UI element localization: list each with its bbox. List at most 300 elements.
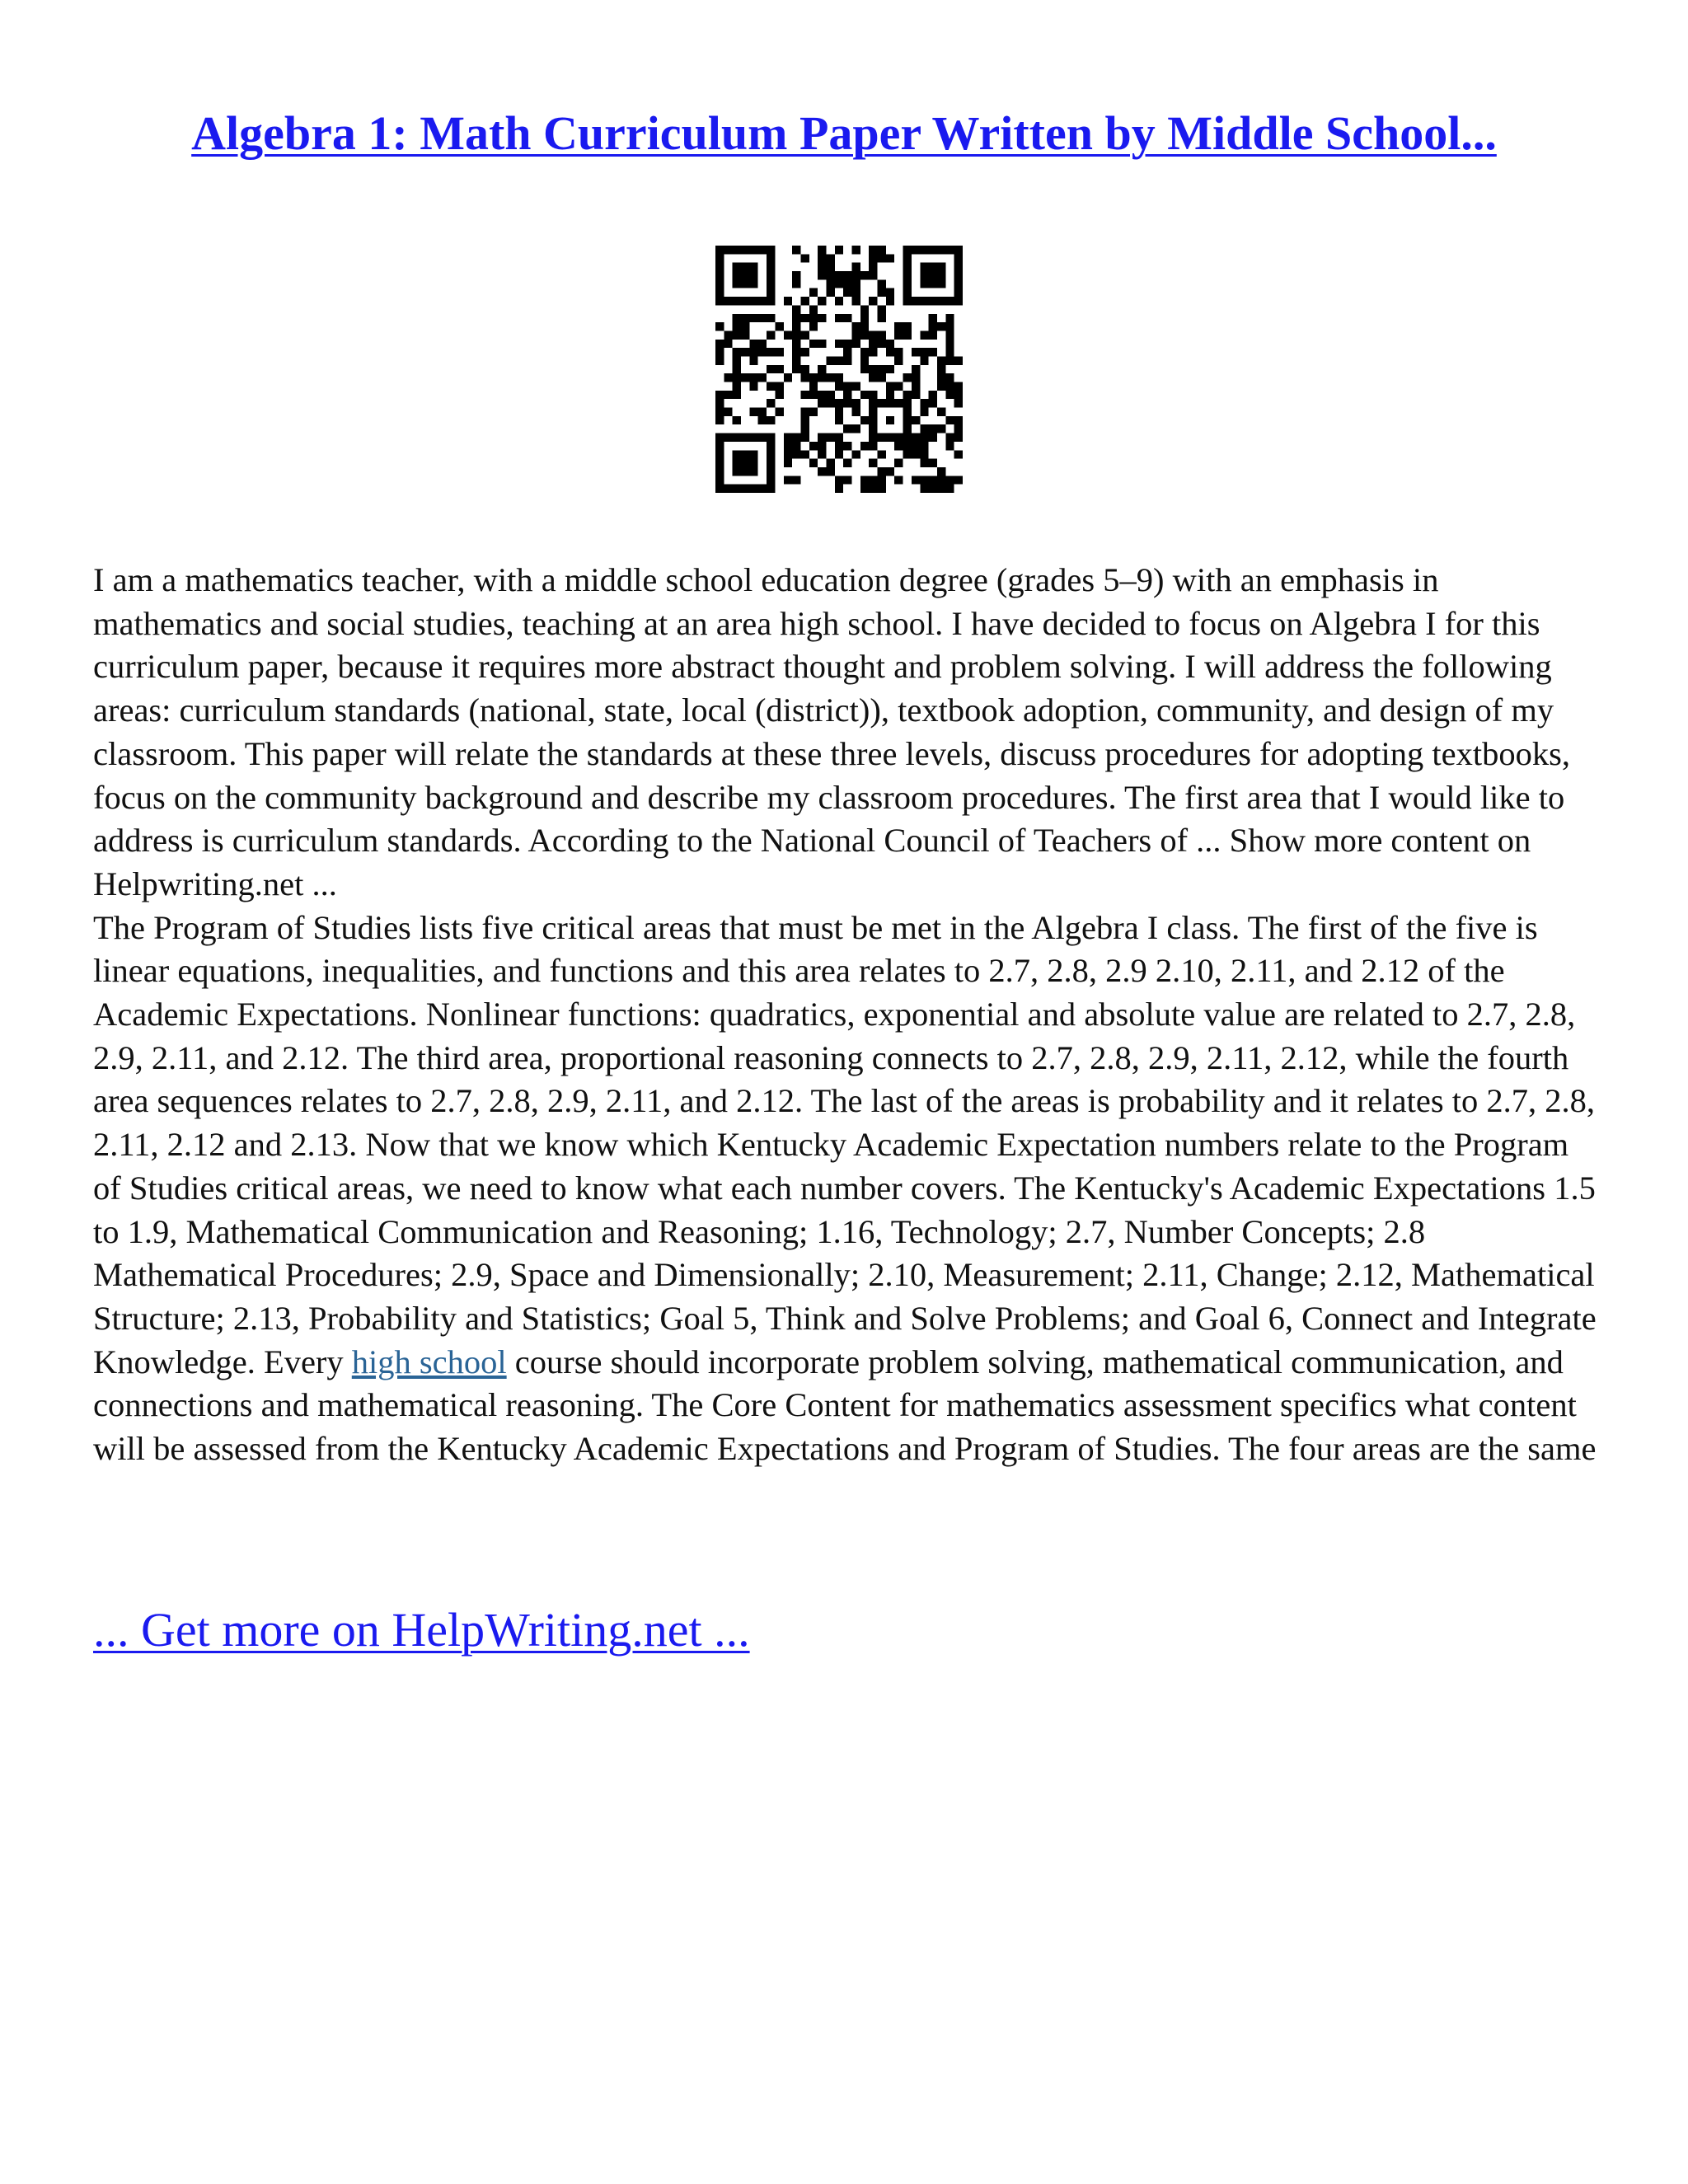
qr-module xyxy=(937,356,945,364)
qr-module xyxy=(869,246,877,254)
qr-module xyxy=(792,330,800,339)
qr-module xyxy=(954,424,963,433)
qr-module xyxy=(843,382,851,391)
qr-module xyxy=(878,373,886,382)
document-title xyxy=(0,107,1688,160)
qr-module xyxy=(852,424,860,433)
qr-module xyxy=(843,356,851,364)
qr-module xyxy=(852,322,860,330)
qr-module xyxy=(954,391,963,399)
qr-module xyxy=(741,450,749,458)
qr-module xyxy=(826,467,834,476)
qr-module xyxy=(724,330,732,339)
qr-module xyxy=(733,271,741,279)
qr-module xyxy=(767,459,775,467)
qr-module xyxy=(741,279,749,288)
qr-module xyxy=(912,442,920,450)
qr-module xyxy=(912,416,920,424)
qr-module xyxy=(818,246,826,254)
qr-module xyxy=(869,348,877,356)
qr-module xyxy=(749,263,757,271)
qr-module xyxy=(886,416,894,424)
qr-module xyxy=(767,330,775,339)
qr-module xyxy=(800,365,809,373)
qr-module xyxy=(920,279,928,288)
qr-module xyxy=(715,348,724,356)
qr-module xyxy=(809,322,818,330)
qr-module xyxy=(818,314,826,322)
qr-module xyxy=(724,373,732,382)
qr-module xyxy=(733,373,741,382)
qr-module xyxy=(903,330,912,339)
qr-module xyxy=(869,476,877,484)
qr-module xyxy=(724,408,732,416)
qr-module xyxy=(715,459,724,467)
qr-module xyxy=(937,476,945,484)
qr-module xyxy=(715,279,724,288)
qr-module xyxy=(869,399,877,407)
qr-module xyxy=(733,279,741,288)
qr-module xyxy=(775,322,783,330)
qr-module xyxy=(758,297,767,305)
qr-module xyxy=(929,399,937,407)
qr-module xyxy=(945,434,954,442)
qr-module xyxy=(724,297,732,305)
get-more-link[interactable]: ... Get more on HelpWriting.net ... xyxy=(93,1603,750,1657)
qr-module xyxy=(835,373,843,382)
qr-module xyxy=(775,382,783,391)
qr-module xyxy=(920,476,928,484)
qr-module xyxy=(878,330,886,339)
qr-module xyxy=(920,356,928,364)
qr-module xyxy=(878,254,886,262)
qr-module xyxy=(758,348,767,356)
qr-module xyxy=(869,271,877,279)
qr-module xyxy=(852,382,860,391)
qr-module xyxy=(903,322,912,330)
qr-module xyxy=(749,373,757,382)
qr-module xyxy=(715,391,724,399)
qr-module xyxy=(767,416,775,424)
qr-module xyxy=(733,348,741,356)
qr-module xyxy=(860,322,869,330)
qr-module xyxy=(733,314,741,322)
qr-module xyxy=(903,391,912,399)
qr-module xyxy=(749,246,757,254)
qr-module xyxy=(929,424,937,433)
qr-module xyxy=(954,382,963,391)
qr-module xyxy=(945,442,954,450)
qr-module xyxy=(733,459,741,467)
qr-module xyxy=(818,450,826,458)
qr-module xyxy=(800,297,809,305)
qr-module xyxy=(749,279,757,288)
qr-module xyxy=(767,254,775,262)
qr-module xyxy=(894,476,903,484)
qr-module xyxy=(767,271,775,279)
qr-module xyxy=(869,365,877,373)
qr-module xyxy=(835,271,843,279)
qr-module xyxy=(835,442,843,450)
qr-module xyxy=(903,416,912,424)
qr-module xyxy=(869,408,877,416)
qr-module xyxy=(767,246,775,254)
qr-module xyxy=(903,450,912,458)
qr-module xyxy=(903,254,912,262)
qr-module xyxy=(758,340,767,348)
qr-module xyxy=(929,348,937,356)
qr-module xyxy=(741,314,749,322)
qr-module xyxy=(733,450,741,458)
qr-module xyxy=(886,297,894,305)
qr-module xyxy=(775,391,783,399)
qr-module xyxy=(937,373,945,382)
qr-module xyxy=(800,373,809,382)
qr-module xyxy=(715,485,724,493)
qr-module xyxy=(724,340,732,348)
qr-module xyxy=(749,297,757,305)
qr-module xyxy=(733,485,741,493)
qr-module xyxy=(715,399,724,407)
qr-module xyxy=(860,391,869,399)
qr-module xyxy=(929,459,937,467)
qr-module xyxy=(937,322,945,330)
qr-module xyxy=(945,382,954,391)
qr-module xyxy=(724,246,732,254)
qr-module xyxy=(894,348,903,356)
qr-module xyxy=(809,314,818,322)
qr-module xyxy=(749,382,757,391)
qr-module xyxy=(715,416,724,424)
qr-module xyxy=(749,485,757,493)
qr-module xyxy=(878,434,886,442)
qr-module xyxy=(929,314,937,322)
qr-module xyxy=(733,416,741,424)
qr-module xyxy=(860,348,869,356)
qr-module xyxy=(809,288,818,297)
qr-module xyxy=(912,382,920,391)
qr-module xyxy=(767,467,775,476)
qr-module xyxy=(809,382,818,391)
qr-module xyxy=(894,330,903,339)
qr-module xyxy=(843,314,851,322)
qr-module xyxy=(869,459,877,467)
qr-module xyxy=(912,365,920,373)
qr-module xyxy=(784,442,792,450)
qr-module xyxy=(818,391,826,399)
qr-module xyxy=(758,373,767,382)
qr-module xyxy=(733,322,741,330)
qr-module xyxy=(826,254,834,262)
qr-module xyxy=(792,356,800,364)
qr-module xyxy=(937,297,945,305)
qr-module xyxy=(792,246,800,254)
qr-module xyxy=(878,365,886,373)
qr-module xyxy=(835,485,843,493)
qr-module xyxy=(715,322,724,330)
qr-module xyxy=(758,408,767,416)
qr-module xyxy=(800,434,809,442)
qr-module xyxy=(818,254,826,262)
qr-module xyxy=(758,434,767,442)
qr-module xyxy=(715,434,724,442)
paragraph-1: I am a mathematics teacher, with a middle school education degree (grades 5–9) with an emphasis in mathematics and social studies, teaching at an area high school. I have decided to focus on Algebra I for this curriculum paper, because it requires more abstract thought and problem solving. I will address the following areas: curriculum standards (national, state, local (district)), textbook adoption, community, and design of my classroom. This paper will relate the standards at these three levels, discuss procedures for adopting textbooks, focus on the community background and describe my classroom procedures. The first area that I would like to address is curriculum standards. According to the National Council of Teachers of ... Show more content on Helpwriting.net ... xyxy=(93,561,1571,902)
qr-module xyxy=(809,373,818,382)
qr-module xyxy=(860,476,869,484)
qr-module xyxy=(741,459,749,467)
qr-module xyxy=(903,442,912,450)
qr-module xyxy=(749,459,757,467)
qr-module xyxy=(878,288,886,297)
qr-module xyxy=(818,467,826,476)
qr-module xyxy=(869,442,877,450)
qr-module xyxy=(878,305,886,313)
qr-module xyxy=(818,373,826,382)
qr-module xyxy=(775,365,783,373)
qr-module xyxy=(886,434,894,442)
qr-module xyxy=(835,408,843,416)
qr-module xyxy=(912,348,920,356)
qr-module xyxy=(767,288,775,297)
qr-module xyxy=(903,246,912,254)
qr-module xyxy=(835,382,843,391)
qr-module xyxy=(758,314,767,322)
qr-module xyxy=(715,254,724,262)
qr-module xyxy=(749,314,757,322)
get-more-link-container xyxy=(93,1604,750,1657)
qr-module xyxy=(920,330,928,339)
qr-module xyxy=(741,297,749,305)
qr-module xyxy=(869,391,877,399)
paragraph-2-text-start: The Program of Studies lists five critical areas that must be met in the Algebra I class. The first of the five is linear equations, inequalities, and functions and this area relates to 2.7, 2.8, 2.9 2.10, 2.11, and 2.12 of the Academic Expectations. Nonlinear functions: quadratics, exponential and absolute value are related to 2.7, 2.8, 2.9, 2.11, and 2.12. The third area, proportional reasoning connects to 2.7, 2.8, 2.9, 2.11, 2.12, while the fourth area sequences relates to 2.7, 2.8, 2.9, 2.11, and 2.12. The last of the areas is probability and it relates to 2.7, 2.8, 2.11, 2.12 and 2.13. Now that we know which Kentucky Academic Expectation numbers relate to the Program of Studies critical areas, we need to know what each number covers. The Kentucky's Academic Expectations 1.5 to 1.9, Mathematical Communication and Reasoning; 1.16, Technology; 2.7, Number Concepts; 2.8 Mathematical Procedures; 2.9, Space and Dimensionally; 2.10, Measurement; 2.11, Change; 2.12, Mathematical Structure; 2.13, Probability and Statistics; Goal 5, Think and Solve Problems; and Goal 6, Connect and Integrate Knowledge. Every xyxy=(93,908,1597,1380)
qr-module xyxy=(937,424,945,433)
qr-module xyxy=(826,399,834,407)
qr-module xyxy=(715,263,724,271)
qr-module xyxy=(954,254,963,262)
qr-module xyxy=(886,288,894,297)
qr-module xyxy=(903,434,912,442)
qr-module xyxy=(920,348,928,356)
qr-module xyxy=(843,442,851,450)
qr-module xyxy=(724,485,732,493)
qr-module xyxy=(792,434,800,442)
qr-module xyxy=(800,424,809,433)
qr-module xyxy=(920,434,928,442)
qr-module xyxy=(886,391,894,399)
qr-module xyxy=(878,476,886,484)
qr-module xyxy=(894,382,903,391)
qr-module xyxy=(784,450,792,458)
high-school-link[interactable]: high school xyxy=(351,1343,507,1380)
qr-module xyxy=(852,288,860,297)
qr-module xyxy=(767,348,775,356)
qr-module xyxy=(929,330,937,339)
qr-module xyxy=(843,476,851,484)
qr-module xyxy=(860,305,869,313)
qr-module xyxy=(715,356,724,364)
qr-module xyxy=(715,476,724,484)
qr-module xyxy=(733,467,741,476)
qr-module xyxy=(937,263,945,271)
qr-module xyxy=(937,467,945,476)
qr-module xyxy=(903,399,912,407)
qr-module xyxy=(945,322,954,330)
qr-module xyxy=(945,373,954,382)
qr-module xyxy=(733,246,741,254)
qr-module xyxy=(758,246,767,254)
qr-module xyxy=(826,288,834,297)
qr-module xyxy=(937,271,945,279)
qr-module xyxy=(912,246,920,254)
qr-module xyxy=(749,348,757,356)
qr-module xyxy=(800,408,809,416)
qr-module xyxy=(767,263,775,271)
qr-module xyxy=(886,467,894,476)
qr-module xyxy=(749,356,757,364)
qr-module xyxy=(886,254,894,262)
qr-module xyxy=(800,330,809,339)
qr-module xyxy=(920,246,928,254)
qr-module xyxy=(869,416,877,424)
qr-module xyxy=(920,459,928,467)
qr-module xyxy=(954,476,963,484)
qr-module xyxy=(835,340,843,348)
qr-module xyxy=(741,434,749,442)
qr-module xyxy=(826,434,834,442)
qr-module xyxy=(715,288,724,297)
qr-module xyxy=(792,271,800,279)
qr-module xyxy=(886,348,894,356)
qr-module xyxy=(920,424,928,433)
qr-module xyxy=(954,271,963,279)
qr-module xyxy=(758,416,767,424)
qr-module xyxy=(784,459,792,467)
qr-module xyxy=(835,450,843,458)
qr-module xyxy=(945,356,954,364)
qr-module xyxy=(818,271,826,279)
qr-module xyxy=(843,424,851,433)
qr-module xyxy=(920,450,928,458)
qr-module xyxy=(749,450,757,458)
qr-module xyxy=(903,373,912,382)
qr-module xyxy=(860,365,869,373)
qr-module xyxy=(784,476,792,484)
qr-module xyxy=(920,408,928,416)
qr-module xyxy=(741,485,749,493)
qr-module xyxy=(945,314,954,322)
qr-module xyxy=(869,297,877,305)
qr-module xyxy=(852,399,860,407)
qr-module xyxy=(912,373,920,382)
qr-module xyxy=(809,391,818,399)
qr-module xyxy=(792,314,800,322)
qr-module xyxy=(741,330,749,339)
paragraph-2-text-end: course should incorporate problem solving, mathematical communication, and connections and mathematical reasoning. The Core Content for mathematics assessment specifics what content will be assessed from the Kentucky Academic Expectations and Program of Studies. The four areas are the same xyxy=(93,1343,1597,1468)
qr-module xyxy=(929,271,937,279)
qr-module xyxy=(869,254,877,262)
qr-module xyxy=(784,373,792,382)
qr-module xyxy=(929,246,937,254)
qr-module xyxy=(912,434,920,442)
qr-module xyxy=(852,408,860,416)
qr-module xyxy=(843,399,851,407)
qr-module xyxy=(800,254,809,262)
qr-module xyxy=(937,246,945,254)
qr-module xyxy=(835,314,843,322)
qr-module xyxy=(784,297,792,305)
qr-module xyxy=(878,314,886,322)
qr-module xyxy=(733,263,741,271)
qr-module xyxy=(741,373,749,382)
qr-module xyxy=(843,288,851,297)
qr-module xyxy=(929,391,937,399)
qr-module xyxy=(792,305,800,313)
qr-module xyxy=(800,450,809,458)
qr-module xyxy=(945,348,954,356)
qr-module xyxy=(835,279,843,288)
qr-module xyxy=(724,434,732,442)
qr-module xyxy=(749,408,757,416)
qr-module xyxy=(860,271,869,279)
qr-module xyxy=(733,382,741,391)
qr-module xyxy=(792,442,800,450)
qr-module xyxy=(767,399,775,407)
qr-module xyxy=(767,485,775,493)
qr-module xyxy=(954,279,963,288)
qr-module xyxy=(878,340,886,348)
qr-module xyxy=(767,434,775,442)
qr-module xyxy=(954,450,963,458)
qr-module xyxy=(852,450,860,458)
qr-module xyxy=(869,424,877,433)
qr-module xyxy=(792,365,800,373)
qr-module xyxy=(852,279,860,288)
qr-module xyxy=(800,314,809,322)
qr-module xyxy=(715,450,724,458)
qr-module xyxy=(741,322,749,330)
qr-module xyxy=(903,297,912,305)
qr-module xyxy=(912,391,920,399)
qr-module xyxy=(945,246,954,254)
qr-module xyxy=(852,246,860,254)
qr-module xyxy=(886,382,894,391)
qr-module xyxy=(912,476,920,484)
qr-module xyxy=(818,297,826,305)
qr-module xyxy=(809,305,818,313)
qr-module xyxy=(929,476,937,484)
qr-module xyxy=(920,297,928,305)
qr-module xyxy=(878,467,886,476)
qr-module xyxy=(843,348,851,356)
qr-module xyxy=(886,340,894,348)
qr-module xyxy=(835,476,843,484)
qr-module xyxy=(903,279,912,288)
qr-module xyxy=(792,348,800,356)
qr-module xyxy=(954,246,963,254)
qr-module xyxy=(800,416,809,424)
qr-module xyxy=(878,246,886,254)
qr-module xyxy=(843,340,851,348)
qr-module xyxy=(741,348,749,356)
qr-code-graphic xyxy=(715,246,963,493)
qr-module xyxy=(775,348,783,356)
qr-module xyxy=(886,365,894,373)
qr-module xyxy=(835,399,843,407)
qr-module xyxy=(818,340,826,348)
qr-module xyxy=(937,279,945,288)
qr-module xyxy=(869,340,877,348)
title-link[interactable]: Algebra 1: Math Curriculum Paper Written by Middle School... xyxy=(191,106,1497,160)
